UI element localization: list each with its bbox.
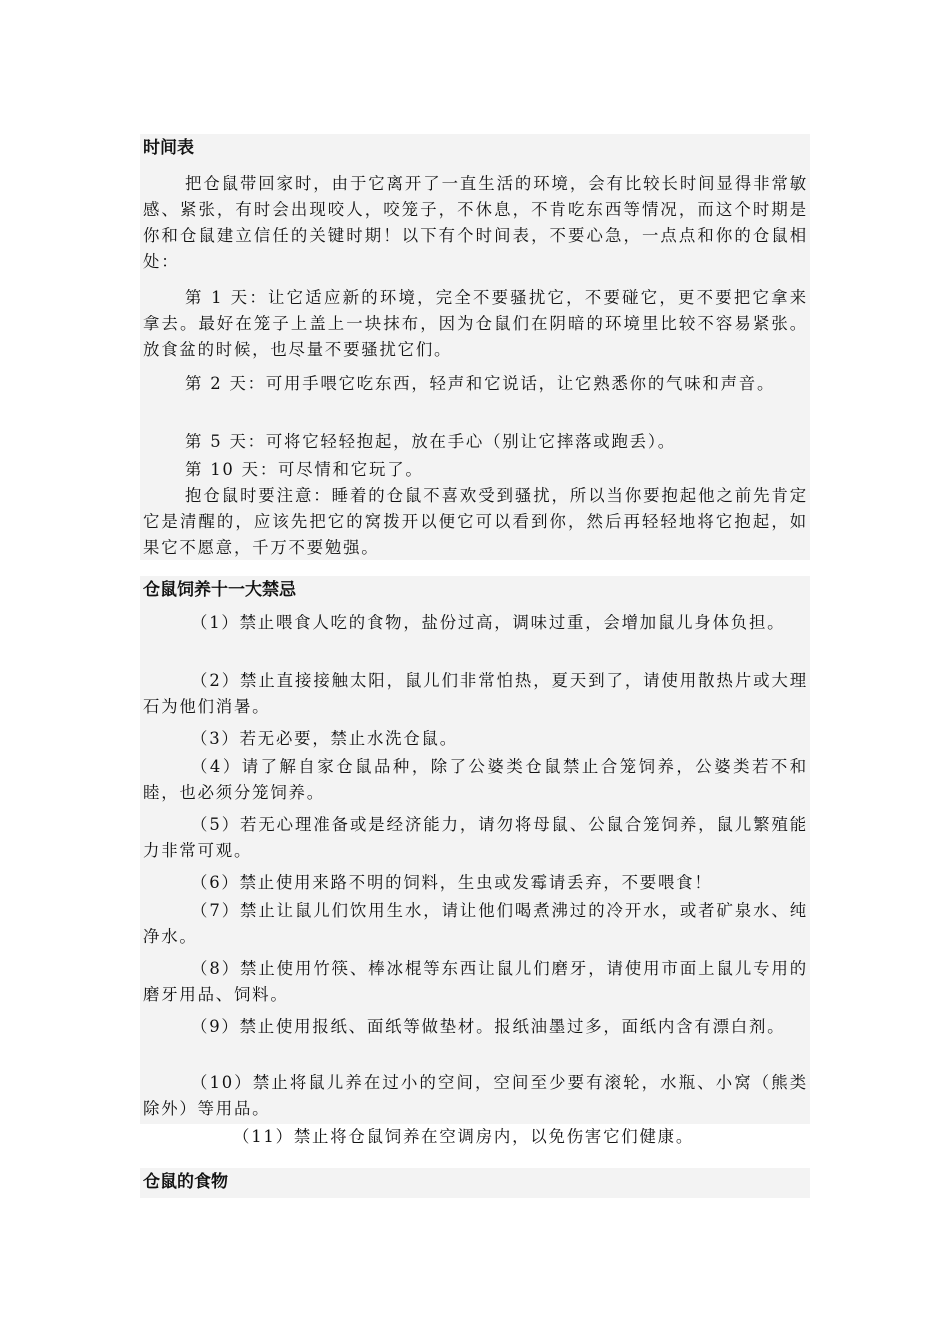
- list-item: （7）禁止让鼠儿们饮用生水，请让他们喝煮沸过的冷开水，或者矿泉水、纯净水。: [143, 901, 808, 946]
- paragraph: 把仓鼠带回家时，由于它离开了一直生活的环境，会有比较长时间显得非常敏感、紧张，有时会出现咬人，咬笼子，不休息，不肯吃东西等情况，而这个时期是你和仓鼠建立信任的关键时期！以下有个时间表，不要心急，一点点和你的仓鼠相处：: [143, 174, 808, 271]
- section-heading: 仓鼠饲养十一大禁忌: [143, 580, 296, 600]
- paragraph: 第 5 天：可将它轻轻抱起，放在手心（别让它摔落或跑丢）。: [185, 432, 677, 451]
- paragraph: 第 10 天：可尽情和它玩了。: [185, 460, 424, 479]
- section-heading: 仓鼠的食物: [143, 1172, 228, 1192]
- list-item: （4）请了解自家仓鼠品种，除了公婆类仓鼠禁止合笼饲养，公婆类若不和睦，也必须分笼饲养。: [143, 757, 808, 802]
- paragraph: 第 1 天：让它适应新的环境，完全不要骚扰它，不要碰它，更不要把它拿来拿去。最好在笼子上盖上一块抹布，因为仓鼠们在阴暗的环境里比较不容易紧张。放食盆的时候，也尽量不要骚扰它们。: [143, 288, 808, 359]
- list-item: （9）禁止使用报纸、面纸等做垫材。报纸油墨过多，面纸内含有漂白剂。: [191, 1017, 786, 1036]
- list-item: （10）禁止将鼠儿养在过小的空间，空间至少要有滚轮，水瓶、小窝（熊类除外）等用品。: [143, 1073, 808, 1118]
- list-item: （1）禁止喂食人吃的食物，盐份过高，调味过重，会增加鼠儿身体负担。: [191, 613, 786, 632]
- section-heading: 时间表: [143, 138, 194, 158]
- list-item: （2）禁止直接接触太阳，鼠儿们非常怕热，夏天到了，请使用散热片或大理石为他们消暑。: [143, 671, 808, 716]
- list-item: （11）禁止将仓鼠饲养在空调房内，以免伤害它们健康。: [233, 1127, 695, 1146]
- paragraph: 抱仓鼠时要注意：睡着的仓鼠不喜欢受到骚扰，所以当你要抱起他之前先肯定它是清醒的，应该先把它的窝拨开以便它可以看到你，然后再轻轻地将它抱起，如果它不愿意，千万不要勉强。: [143, 486, 808, 557]
- paragraph: 第 2 天：可用手喂它吃东西，轻声和它说话，让它熟悉你的气味和声音。: [185, 374, 776, 393]
- list-item: （8）禁止使用竹筷、棒冰棍等东西让鼠儿们磨牙，请使用市面上鼠儿专用的磨牙用品、饲料。: [143, 959, 808, 1004]
- list-item: （3）若无必要，禁止水洗仓鼠。: [191, 729, 458, 748]
- list-item: （6）禁止使用来路不明的饲料，生虫或发霉请丢弃，不要喂食！: [191, 873, 713, 892]
- list-item: （5）若无心理准备或是经济能力，请勿将母鼠、公鼠合笼饲养，鼠儿繁殖能力非常可观。: [143, 815, 808, 860]
